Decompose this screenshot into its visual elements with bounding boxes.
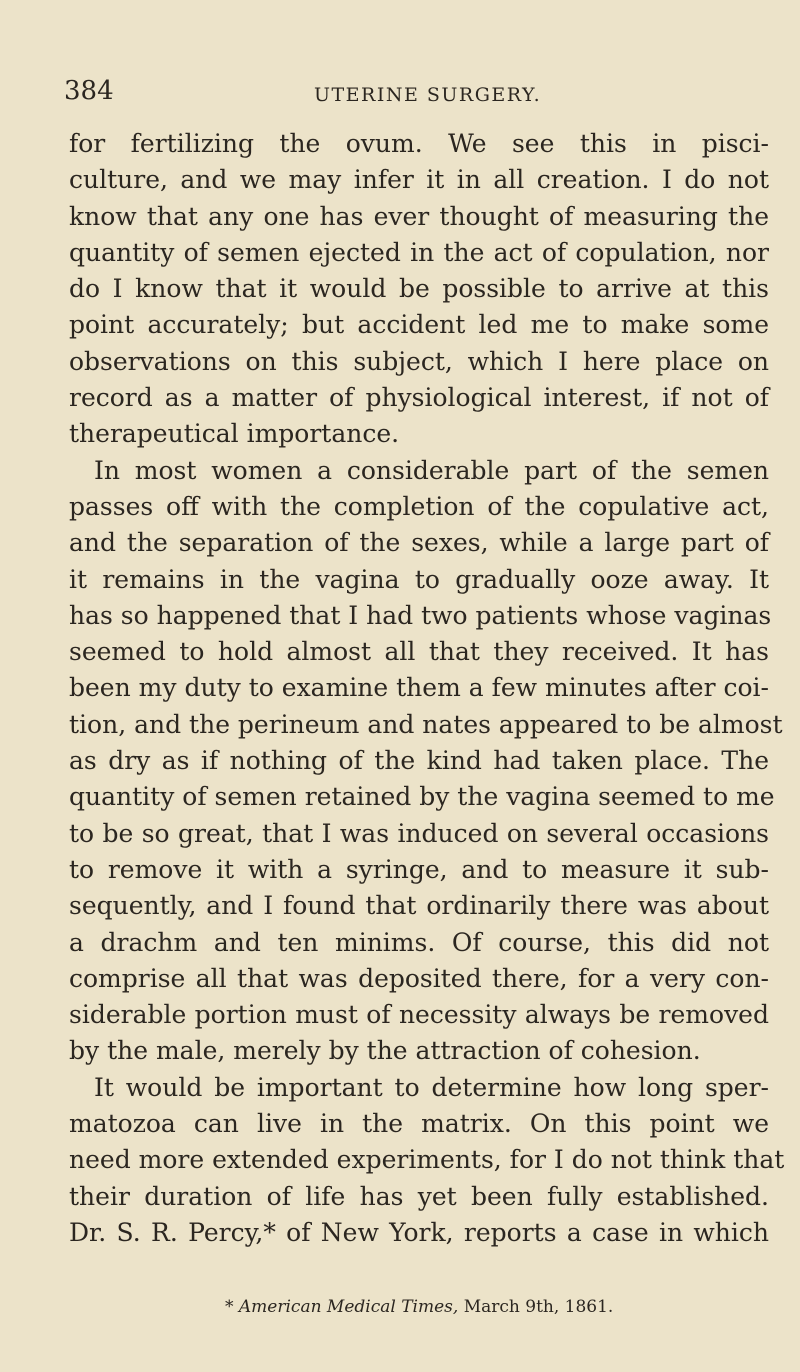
- footnote: [225, 1299, 613, 1316]
- text-line: point accurately; but accident led me to make some: [69, 310, 769, 340]
- text-line: to be so great, that I was induced on several occasions: [69, 818, 769, 848]
- footnote-marker: *: [225, 1297, 234, 1317]
- text-line: quantity of semen ejected in the act of copulation, nor: [69, 237, 769, 267]
- footnote-date: March 9th, 1861.: [463, 1297, 614, 1317]
- text-line: need more extended experiments, for I do not think that: [69, 1145, 785, 1175]
- text-line: comprise all that was deposited there, for a very con-: [69, 963, 769, 993]
- text-line: quantity of semen retained by the vagina seemed to me: [69, 782, 775, 812]
- text-line: passes off with the completion of the copulative act,: [69, 491, 769, 521]
- text-line: their duration of life has yet been fully established.: [69, 1181, 769, 1211]
- text-line: by the male, merely by the attraction of cohesion.: [69, 1036, 701, 1066]
- text-line: it remains in the vagina to gradually ooze away. It: [69, 564, 769, 594]
- text-line: In most women a considerable part of the semen: [94, 455, 769, 485]
- text-line: as dry as if nothing of the kind had taken place. The: [69, 746, 769, 776]
- text-line: a drachm and ten minims. Of course, this did not: [69, 927, 769, 957]
- text-line: know that any one has ever thought of measuring the: [69, 201, 769, 231]
- text-line: siderable portion must of necessity always be removed: [69, 1000, 769, 1030]
- page-number: 384: [64, 76, 114, 106]
- text-line: to remove it with a syringe, and to measure it sub-: [69, 854, 769, 884]
- text-line: for fertilizing the ovum. We see this in pisci-: [69, 129, 769, 158]
- text-line: record as a matter of physiological interest, if not of: [69, 383, 769, 413]
- text-line: matozoa can live in the matrix. On this point we: [69, 1109, 769, 1139]
- text-line: therapeutical importance.: [69, 419, 400, 449]
- text-line: observations on this subject, which I here place on: [69, 346, 769, 376]
- text-line: tion, and the perineum and nates appeared to be almost: [69, 709, 783, 739]
- text-line: has so happened that I had two patients whose vaginas: [69, 600, 772, 630]
- text-line: seemed to hold almost all that they received. It has: [69, 637, 769, 667]
- text-line: and the separation of the sexes, while a large part of: [69, 528, 769, 558]
- text-line: sequently, and I found that ordinarily there was about: [69, 891, 769, 921]
- text-line: Dr. S. R. Percy,* of New York, reports a case in which: [69, 1217, 769, 1247]
- text-line: do I know that it would be possible to arrive at this: [69, 274, 769, 304]
- footnote-journal: American Medical Times,: [238, 1297, 459, 1317]
- running-title: UTERINE SURGERY.: [314, 84, 542, 106]
- text-line: culture, and we may infer it in all creation. I do not: [69, 165, 769, 195]
- text-line: been my duty to examine them a few minutes after coi-: [69, 673, 769, 703]
- text-line: It would be important to determine how long sper-: [94, 1072, 769, 1102]
- body-text: [69, 126, 785, 1251]
